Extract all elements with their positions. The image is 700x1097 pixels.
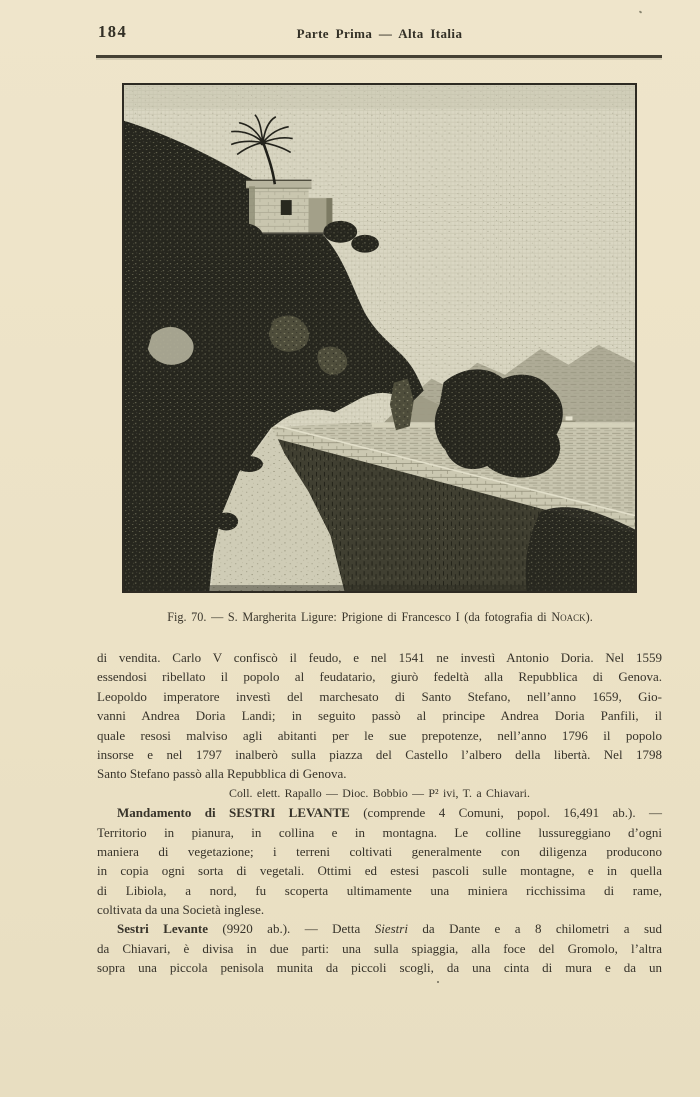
- sestri-levante-bold: Sestri Levante: [117, 921, 208, 937]
- page-number: 184: [98, 22, 128, 41]
- body-line-p2-6: coltivata da una Società inglese.: [97, 902, 265, 918]
- bush-left-of-building: [219, 223, 263, 249]
- ridge-bush: [323, 221, 357, 243]
- body-line-p1-4: vanni Andrea Doria Landi; in seguito passò al principe Andrea Doria Panfili, il: [97, 708, 662, 724]
- running-title: Parte Prima — Alta Italia: [296, 26, 463, 41]
- building-window: [281, 200, 292, 215]
- dark-bushes-right: [435, 369, 563, 477]
- body-line-p3-1: [97, 919, 662, 938]
- figure-caption: [85, 610, 675, 625]
- body-line-p3-2: da Chiavari, è divisa in due parti: una sulla spiaggia, alla foce del Gromolo, l’altra: [97, 940, 662, 956]
- sestri-rest: da Dante e a 8 chilometri a sud: [407, 921, 662, 937]
- figure-70-engraving: [122, 83, 637, 593]
- body-line-p2-2: Territorio in pianura, in collina e in montagna. Le colline lussureggiano d’ogni: [97, 824, 662, 840]
- sestri-mid: (9920 ab.). — Detta: [207, 921, 375, 937]
- body-line-p1-3: Leopoldo imperatore investì del marchesato di Santo Stefano, nell’anno 1659, Gio-: [97, 688, 662, 704]
- body-line-p1-6: insorse e nel 1797 inalberò sulla piazza del Castello l’albero della libertà. Nel 1798: [97, 746, 662, 762]
- siestri-italic: Siestri: [374, 921, 408, 937]
- engraving-svg: [124, 85, 635, 591]
- body-line-p1-2: essendosi ribellato il popolo al feudatario, giurò fedeltà alla Repubblica di Genova.: [97, 669, 662, 685]
- body-text: [97, 648, 662, 978]
- engraving-bottom-edge: [124, 585, 635, 591]
- body-line-p2-5: di Libiola, a nord, fu scoperta ultimamente una miniera ricchissima di rame,: [97, 882, 662, 898]
- body-line-p1-1: di vendita. Carlo V confiscò il feudo, e nel 1541 ne investì Antonio Doria. Nel 1559: [97, 650, 662, 665]
- caption-text: Fig. 70. — S. Margherita Ligure: Prigione di Francesco I (da fotografia di: [167, 610, 552, 624]
- caption-photographer: Noack: [551, 610, 586, 624]
- mandamento-bold: Mandamento di SESTRI LEVANTE: [117, 805, 350, 821]
- paper-speck-bottom: [437, 981, 439, 983]
- path-edge-bush: [235, 456, 263, 472]
- paper-speck-top-right: [639, 10, 643, 13]
- mandamento-rest: (comprende 4 Comuni, popol. 16,491 ab.). —: [349, 805, 662, 821]
- caption-close: ).: [585, 610, 593, 624]
- header-rule: [96, 55, 662, 58]
- ridge-bush-2: [351, 235, 379, 253]
- body-line-p1-7: Santo Stefano passò alla Repubblica di Genova.: [97, 766, 347, 782]
- sky-top-band: [124, 85, 635, 109]
- path-edge-bush-2: [214, 513, 238, 531]
- body-line-p2-1: [97, 803, 662, 822]
- body-line-p2-3: maniera di vegetazione; i terreni coltivati generalmente con diligenza producono: [97, 843, 662, 859]
- body-line-p1-5: quale resosi malviso agli abitanti per le sue prepotenze, nell’anno 1796 il popolo: [97, 727, 662, 743]
- body-line-p2-4: in copia ogni sorta di vegetali. Ottimi ed estesi pascoli sulle montagne, e in quella: [97, 863, 662, 879]
- body-line-p3-3: sopra una piccola penisola munita da piccoli scogli, da una cinta di mura e da un: [97, 960, 662, 976]
- coll-elett-line: Coll. elett. Rapallo — Dioc. Bobbio — P² ivi, T. a Chiavari.: [229, 785, 530, 800]
